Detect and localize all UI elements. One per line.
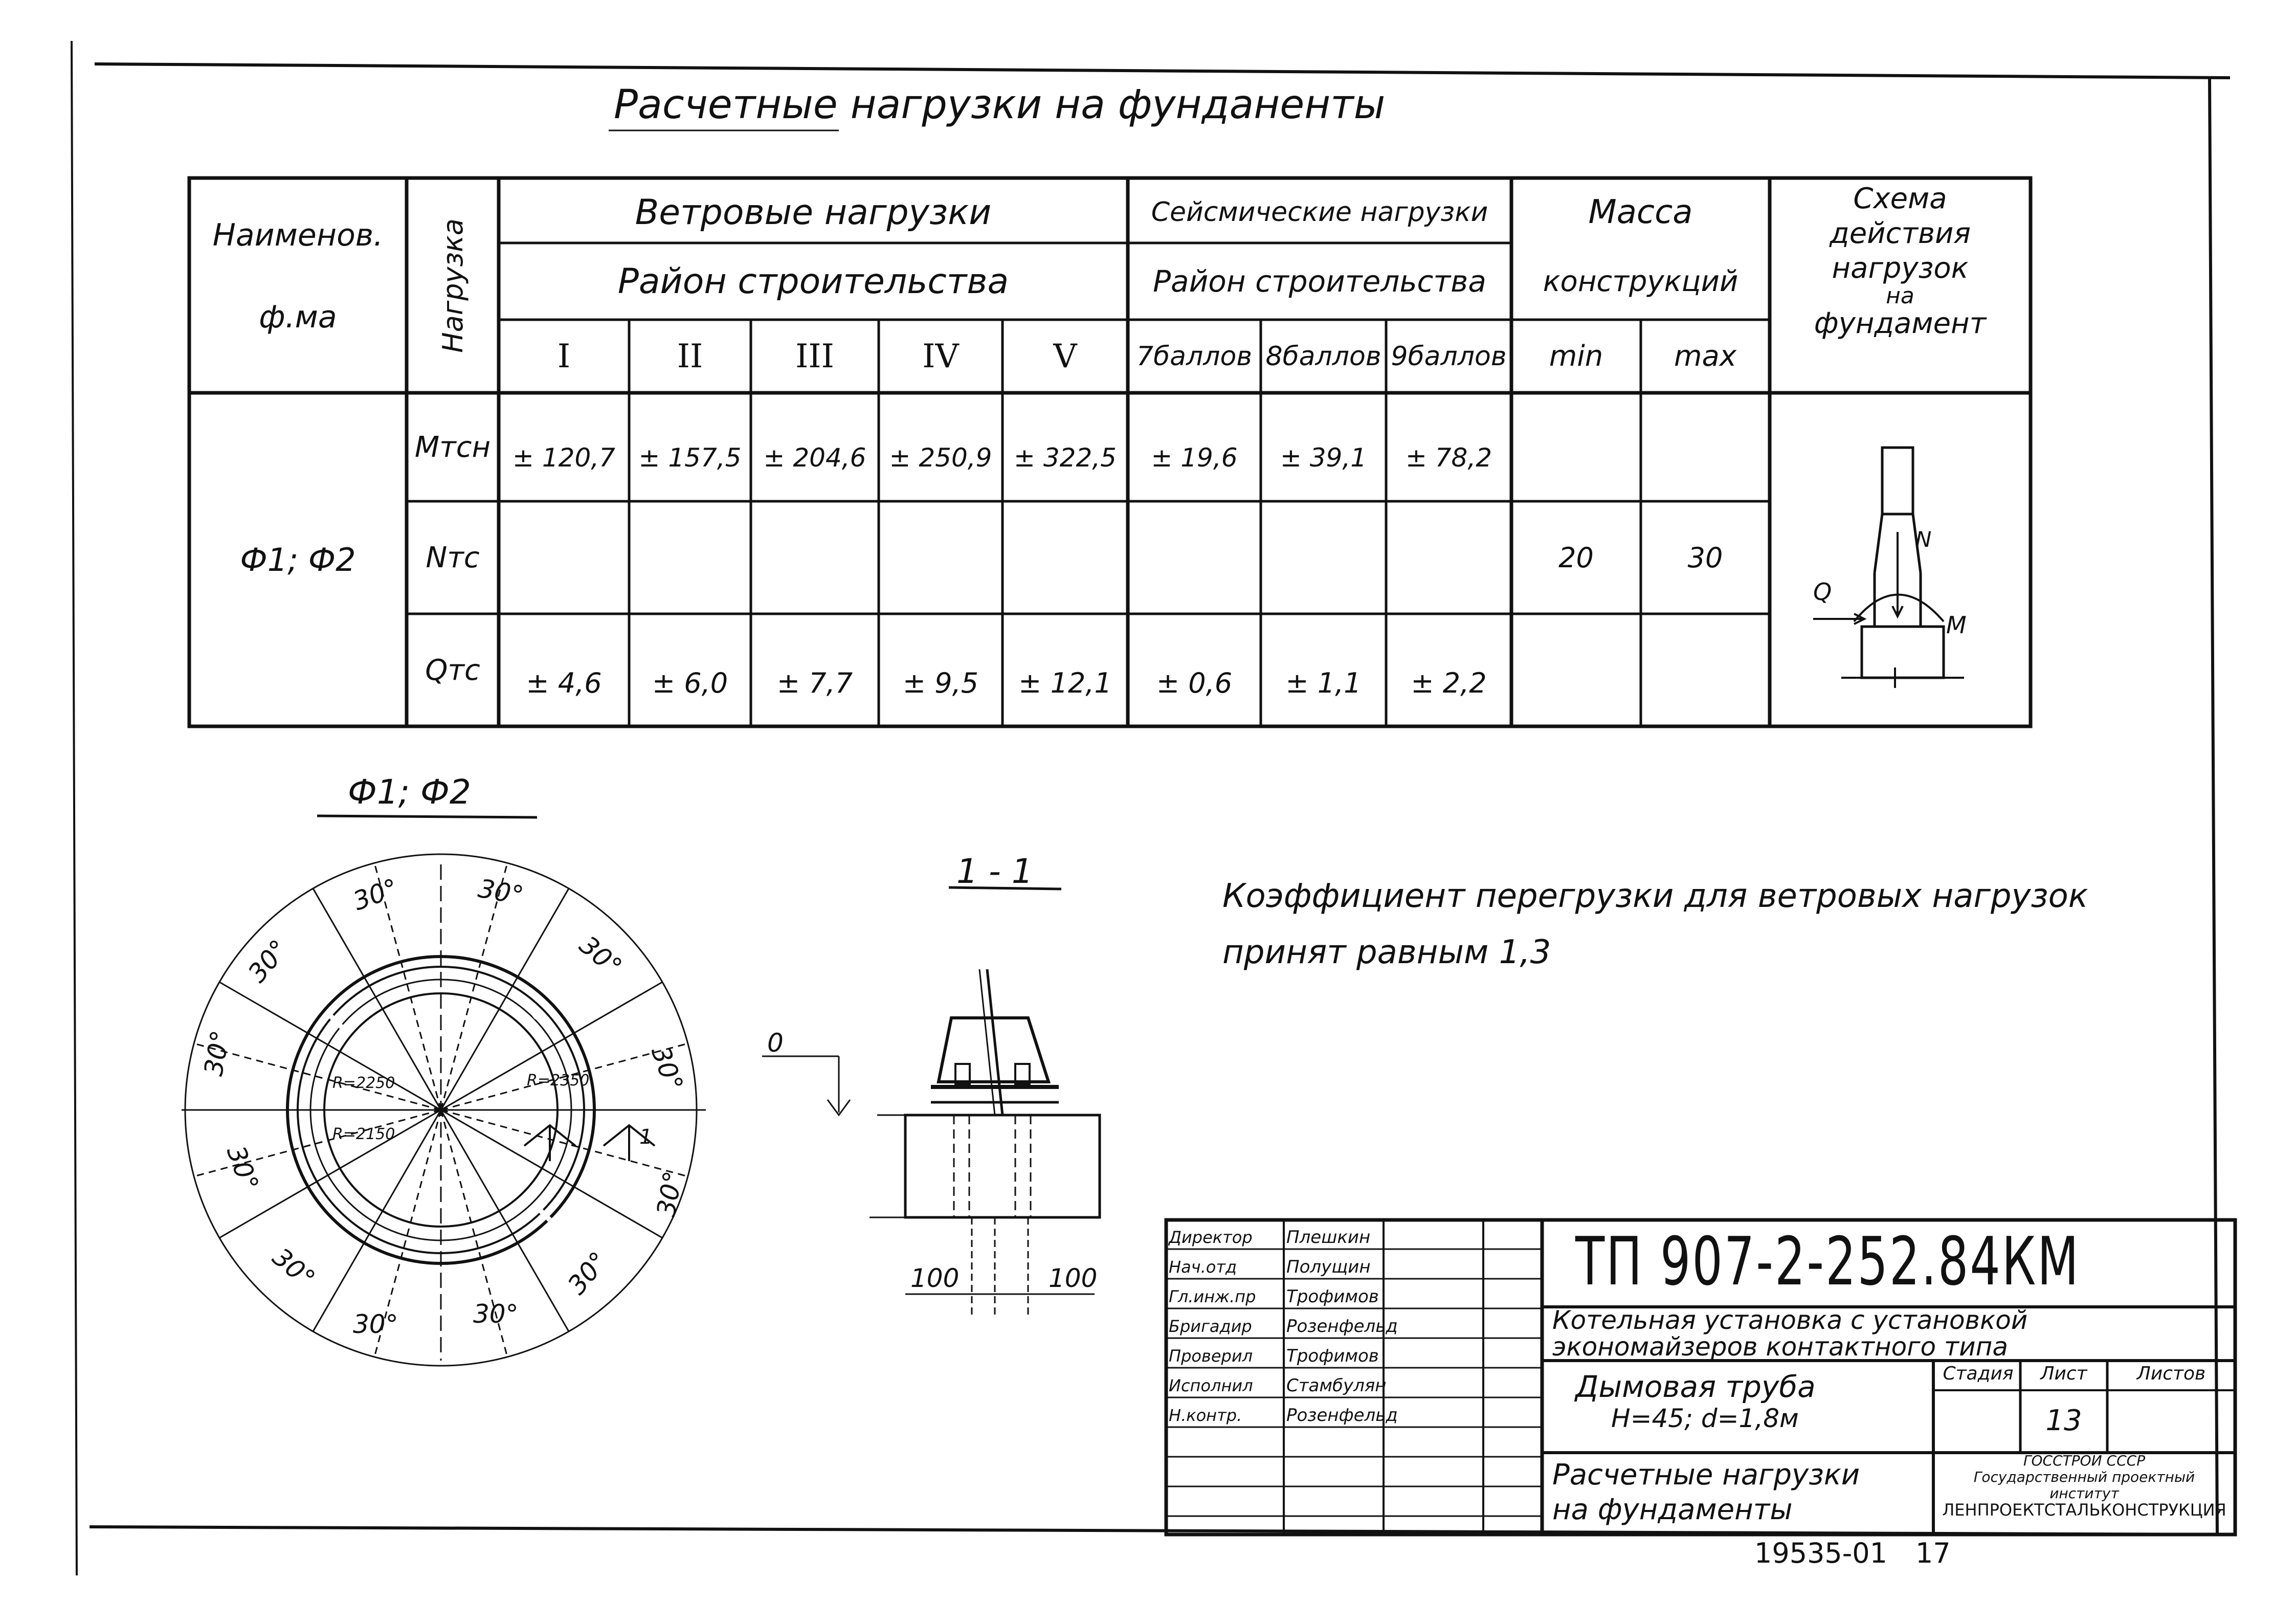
load-scheme-sketch bbox=[1813, 448, 1964, 688]
org-line4: ЛЕНПРОЕКТСТАЛЬКОНСТРУКЦИЯ bbox=[1942, 1500, 2226, 1520]
sheet-title-line1: Расчетные нагрузки bbox=[1552, 1458, 1860, 1492]
cell-q-wind-1: ± 4,6 bbox=[526, 666, 602, 699]
cell-q-wind-3: ± 7,7 bbox=[776, 666, 853, 699]
wind-col-4: IV bbox=[922, 337, 959, 375]
seismic-region: Район строительства bbox=[1153, 264, 1486, 299]
col-load-label: Нагрузка bbox=[436, 218, 469, 353]
plan-angle-2: 30° bbox=[476, 873, 526, 911]
role-5: Проверил bbox=[1169, 1346, 1253, 1366]
plan-angle-4: 30° bbox=[645, 1042, 689, 1095]
scheme-label-m: M bbox=[1946, 611, 1967, 639]
seismic-col-7: 7баллов bbox=[1136, 341, 1252, 372]
org-line3: институт bbox=[2049, 1485, 2119, 1502]
wind-region: Район строительства bbox=[617, 261, 1009, 302]
wind-title: Ветровые нагрузки bbox=[635, 192, 992, 233]
stamp-col-stage: Стадия bbox=[1943, 1363, 2014, 1384]
stamp-col-sheet: Лист bbox=[2040, 1363, 2087, 1384]
cell-m-seismic-8: ± 39,1 bbox=[1280, 443, 1367, 473]
col-name-header-line1: Наименов. bbox=[212, 217, 384, 253]
wind-col-1: I bbox=[557, 337, 571, 375]
cell-m-wind-4: ± 250,9 bbox=[889, 443, 992, 473]
org-line2: Государственный проектный bbox=[1973, 1469, 2195, 1485]
archive-number: 19535-01 bbox=[1754, 1537, 1887, 1569]
plan-angle-7: 30° bbox=[473, 1299, 519, 1329]
frame-right bbox=[2210, 77, 2217, 1535]
cell-q-wind-5: ± 12,1 bbox=[1018, 666, 1112, 699]
role-4: Бригадир bbox=[1169, 1317, 1252, 1336]
foundation-plan bbox=[182, 854, 706, 1366]
seismic-title: Сейсмические нагрузки bbox=[1151, 197, 1488, 228]
mass-title-line2: конструкций bbox=[1543, 264, 1738, 298]
page-title: Расчетные нагрузки на фунданенты bbox=[614, 82, 1386, 128]
role-1: Директор bbox=[1169, 1228, 1253, 1247]
organization bbox=[1933, 1453, 2235, 1518]
plan-angle-9: 30° bbox=[266, 1242, 321, 1294]
plan-angle-5: 30° bbox=[651, 1169, 688, 1219]
cell-q-wind-2: ± 6,0 bbox=[652, 666, 728, 699]
plan-radius-2: R=2350 bbox=[527, 1072, 590, 1089]
name-6: Стамбулян bbox=[1286, 1375, 1387, 1396]
name-2: Полущин bbox=[1286, 1257, 1371, 1277]
plan-angle-11: 30° bbox=[198, 1028, 236, 1078]
project-name bbox=[1552, 1307, 2027, 1360]
cell-q-seismic-7: ± 0,6 bbox=[1156, 666, 1233, 699]
cell-m-seismic-7: ± 19,6 bbox=[1151, 443, 1238, 473]
cell-q-seismic-8: ± 1,1 bbox=[1285, 666, 1362, 699]
mass-title-line1: Масса bbox=[1588, 193, 1693, 231]
scheme-header-line2: действия bbox=[1829, 217, 1971, 250]
object-name-line1: Дымовая труба bbox=[1575, 1369, 1816, 1404]
cell-n-mass-min: 20 bbox=[1558, 541, 1594, 574]
wind-col-2: II bbox=[677, 337, 703, 375]
scheme-label-q: Q bbox=[1813, 578, 1832, 606]
sheet-title bbox=[1552, 1458, 1860, 1527]
cell-m-wind-5: ± 322,5 bbox=[1014, 443, 1117, 473]
scheme-header-line5: фундамент bbox=[1814, 307, 1987, 340]
cell-m-wind-3: ± 204,6 bbox=[763, 443, 866, 473]
scheme-header-line1: Схема bbox=[1853, 182, 1947, 215]
stamp-roles bbox=[1169, 1222, 1284, 1430]
note-line1: Коэффициент перегрузки для ветровых нагрузок bbox=[1222, 877, 2088, 915]
object-name-line2: H=45; d=1,8м bbox=[1611, 1404, 1799, 1433]
stamp-names bbox=[1286, 1222, 1398, 1430]
plan-angle-3: 30° bbox=[573, 930, 628, 982]
archive-sheet: 17 bbox=[1915, 1537, 1951, 1569]
mass-col-max: max bbox=[1674, 340, 1736, 373]
plan-radius-3: R=2150 bbox=[332, 1125, 395, 1143]
frame-top bbox=[95, 64, 2230, 78]
wind-col-5: V bbox=[1053, 337, 1077, 375]
mass-col-min: min bbox=[1549, 340, 1603, 373]
seismic-col-9: 9баллов bbox=[1391, 341, 1507, 372]
section-dim-left: 100 bbox=[910, 1263, 960, 1293]
scheme-label-n: N bbox=[1915, 527, 1932, 552]
row-label-q: Qтс bbox=[425, 653, 480, 687]
sheet-title-line2: на фундаменты bbox=[1552, 1493, 1793, 1526]
project-name-line2: экономайзеров контактного типа bbox=[1552, 1332, 2008, 1362]
plan-title: Ф1; Ф2 bbox=[348, 772, 471, 812]
role-6: Исполнил bbox=[1169, 1376, 1253, 1395]
cell-m-wind-2: ± 157,5 bbox=[638, 443, 742, 473]
stamp-sheet-number: 13 bbox=[2045, 1404, 2082, 1437]
plan-angle-1: 30° bbox=[349, 873, 402, 917]
name-7: Розенфельд bbox=[1286, 1405, 1398, 1426]
role-2: Нач.отд bbox=[1169, 1257, 1237, 1277]
project-name-line1: Котельная установка с установкой bbox=[1552, 1305, 2028, 1335]
cell-n-mass-max: 30 bbox=[1687, 541, 1723, 574]
scheme-header-line3: нагрузок bbox=[1832, 252, 1969, 285]
seismic-col-8: 8баллов bbox=[1265, 341, 1381, 372]
plan-radius-1: R=2250 bbox=[332, 1074, 395, 1092]
scheme-header-line4: на bbox=[1886, 283, 1914, 309]
plan-angle-10: 30° bbox=[220, 1142, 264, 1195]
object-name bbox=[1575, 1371, 1816, 1434]
org-line1: ГОССТРОЙ СССР bbox=[2023, 1452, 2146, 1469]
plan-section-mark: 1 bbox=[639, 1125, 653, 1149]
name-4: Розенфельд bbox=[1286, 1316, 1398, 1337]
stamp-col-sheets: Листов bbox=[2136, 1363, 2206, 1384]
section-1-1-drawing bbox=[762, 969, 1100, 1315]
frame-left bbox=[72, 41, 77, 1575]
cell-q-wind-4: ± 9,5 bbox=[902, 666, 979, 699]
section-dim-right: 100 bbox=[1049, 1263, 1098, 1293]
name-1: Плешкин bbox=[1286, 1227, 1371, 1248]
row-label-m: Mтсн bbox=[414, 430, 491, 464]
cell-m-wind-1: ± 120,7 bbox=[512, 443, 615, 473]
role-7: Н.контр. bbox=[1169, 1406, 1242, 1425]
plan-angle-8: 30° bbox=[353, 1309, 398, 1339]
plan-angle-6: 30° bbox=[562, 1246, 614, 1300]
wind-col-3: III bbox=[795, 337, 834, 375]
name-5: Трофимов bbox=[1286, 1346, 1379, 1366]
row-label-n: Nтс bbox=[426, 541, 480, 574]
name-3: Трофимов bbox=[1286, 1286, 1379, 1307]
drawing-code: ТП 907-2-252.84КМ bbox=[1575, 1222, 2080, 1300]
note-line2: принят равным 1,3 bbox=[1222, 933, 1551, 971]
section-level-mark: 0 bbox=[767, 1028, 784, 1058]
col-load-header bbox=[407, 178, 499, 393]
col-name-header-line2: ф.ма bbox=[259, 299, 337, 335]
row-name: Ф1; Ф2 bbox=[240, 541, 356, 579]
role-3: Гл.инж.пр bbox=[1169, 1287, 1256, 1306]
cell-q-seismic-9: ± 2,2 bbox=[1411, 666, 1487, 699]
plan-angle-12: 30° bbox=[242, 934, 295, 988]
scheme-header bbox=[1770, 182, 2031, 341]
cell-m-seismic-9: ± 78,2 bbox=[1405, 443, 1492, 473]
section-title: 1 - 1 bbox=[956, 852, 1033, 891]
